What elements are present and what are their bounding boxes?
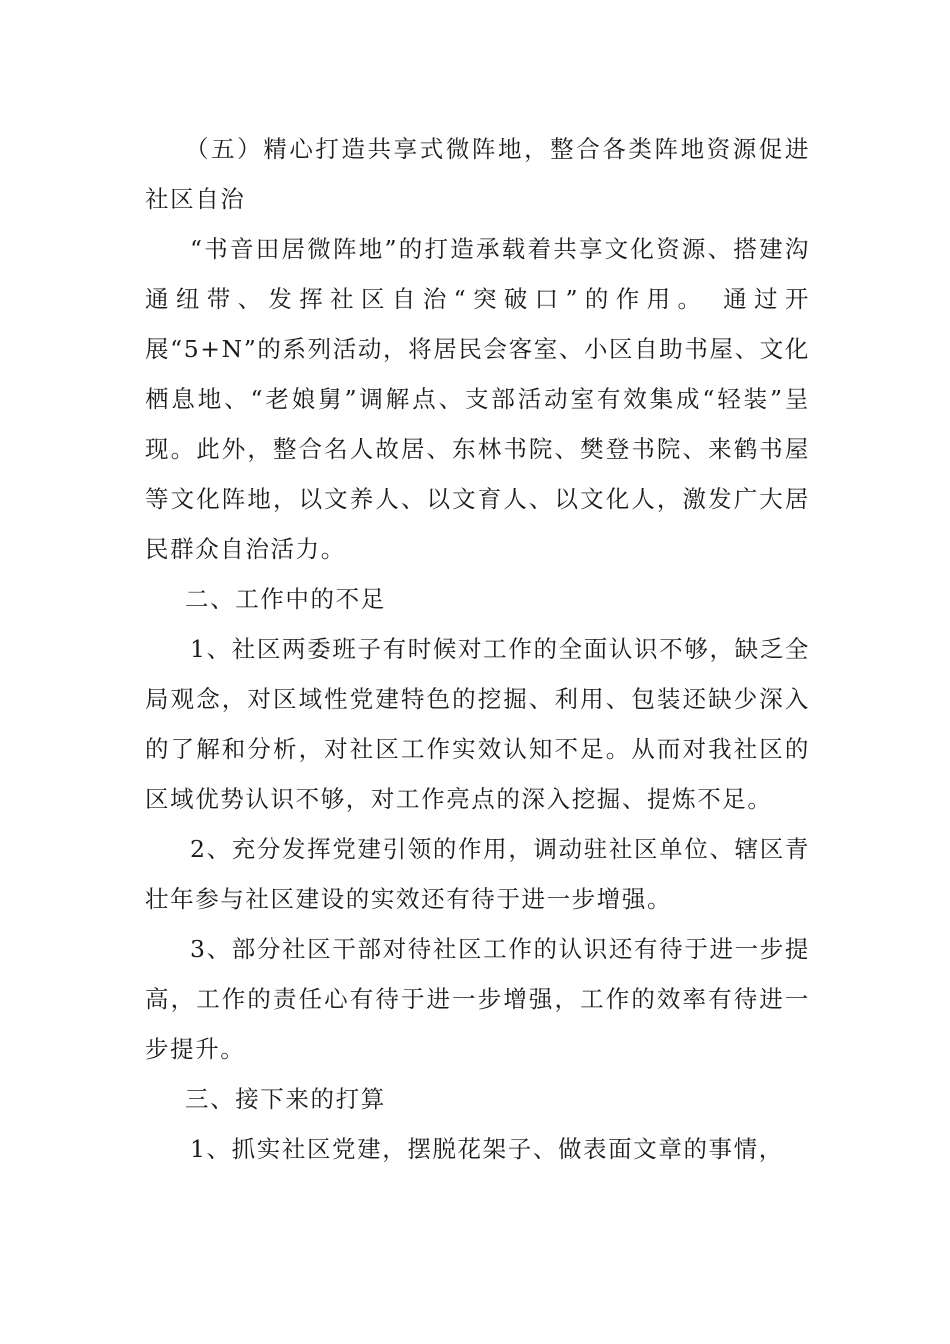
plan-item-1: 1、抓实社区党建，摆脱花架子、做表面文章的事情， (190, 1135, 784, 1163)
part-two-heading: 二、工作中的不足 (185, 585, 386, 613)
section-five-heading: （五）精心打造共享式微阵地，整合各类阵地资源促进社区自治 (145, 135, 810, 213)
shortfall-item-3: 3、部分社区干部对待社区工作的认识还有待于进一步提高，工作的责任心有待于进一步增强，工作的效率有待进一步提升。 (145, 935, 810, 1063)
shortfall-item-1: 1、社区两委班子有时候对工作的全面认识不够，缺乏全局观念，对区域性党建特色的挖掘、利用、包装还缺少深入的了解和分析，对社区工作实效认知不足。从而对我社区的区域优势认识不够，对工作亮点的深入挖掘、提炼不足。 (145, 635, 810, 813)
part-three-heading: 三、接下来的打算 (185, 1085, 386, 1113)
document-body (145, 124, 810, 1174)
section-five-paragraph: “书音田居微阵地”的打造承载着共享文化资源、搭建沟通纽带、发挥社区自治“突破口”的作用。 通过开展“5+N”的系列活动，将居民会客室、小区自助书屋、文化栖息地、“老娘舅”调解点、支部活动室有效集成“轻装”呈现。此外，整合名人故居、东林书院、樊登书院、来鹤书屋等文化阵地，以文养人、以文育人、以文化人，激发广大居民群众自治活力。 (145, 235, 810, 563)
shortfall-item-2: 2、充分发挥党建引领的作用，调动驻社区单位、辖区青壮年参与社区建设的实效还有待于进一步增强。 (145, 835, 810, 913)
